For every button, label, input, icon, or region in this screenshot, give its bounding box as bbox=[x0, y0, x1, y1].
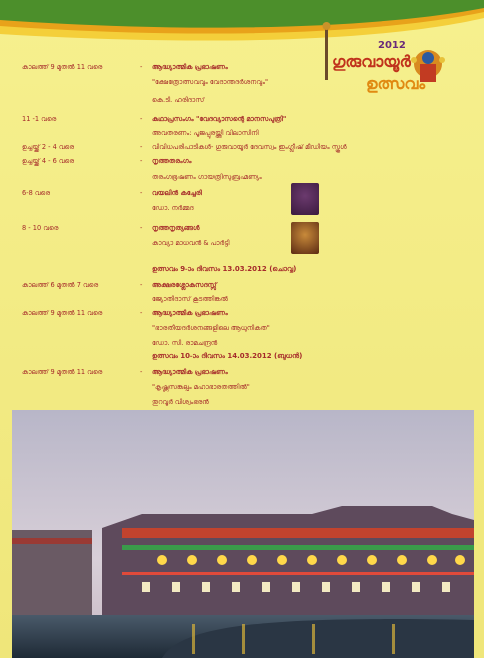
schedule-time: 6-8 വരെ bbox=[22, 189, 51, 197]
separator: - bbox=[140, 63, 143, 71]
day-heading: ഉത്സവം 10-ാം ദിവസം 14.03.2012 (ബുധൻ) bbox=[152, 352, 303, 360]
separator: - bbox=[140, 157, 143, 165]
schedule-event: ആദ്ധ്യാത്മിക പ്രഭാഷണം bbox=[152, 63, 228, 71]
schedule-detail: "ക്ഷേത്രോത്സവവും വേദാന്തദർശനവും" bbox=[152, 78, 269, 86]
schedule-time: കാലത്ത് 6 മുതൽ 7 വരെ bbox=[22, 281, 99, 289]
schedule-detail: ഡോ. സി. രാമചന്ദ്രൻ bbox=[152, 339, 218, 347]
schedule-detail: "ഭാരതീയദർശനങ്ങളിലെ ആധുനികത" bbox=[152, 324, 270, 332]
schedule-event: നൃത്തനൃത്യങ്ങൾ bbox=[152, 224, 200, 232]
schedule-detail: കെ.ടി. ഹരിദാസ് bbox=[152, 96, 205, 104]
schedule-event: അക്ഷരശ്ലോകസദസ്സ് bbox=[152, 281, 217, 289]
day-heading: ഉത്സവം 9-ാം ദിവസം 13.03.2012 (ചൊവ്വ) bbox=[152, 265, 297, 273]
logo-title-line2: ഉത്സവം bbox=[366, 74, 426, 93]
schedule-event: നൃത്തതരംഗം bbox=[152, 157, 192, 165]
schedule-event: ആദ്ധ്യാത്മിക പ്രഭാഷണം bbox=[152, 368, 228, 376]
schedule-time: കാലത്ത് 9 മുതൽ 11 വരെ bbox=[22, 309, 103, 317]
schedule-event: ആദ്ധ്യാത്മിക പ്രഭാഷണം bbox=[152, 309, 228, 317]
schedule-time: കാലത്ത് 9 മുതൽ 11 വരെ bbox=[22, 368, 103, 376]
festival-logo bbox=[318, 20, 468, 102]
schedule-detail: "കൃഷ്ണസങ്കല്പം മഹാഭാരതത്തിൽ" bbox=[152, 383, 250, 391]
schedule-detail: ജ്യോതിദാസ് കൂടത്തിങ്കൽ bbox=[152, 295, 229, 303]
schedule-time: 8 - 10 വരെ bbox=[22, 224, 59, 232]
separator: - bbox=[140, 189, 143, 197]
schedule-detail: തുറവൂർ വിശ്വംഭരൻ bbox=[152, 398, 209, 406]
schedule-time: ഉച്ചയ്ക്ക് 2 - 4 വരെ bbox=[22, 143, 75, 151]
logo-year: 2012 bbox=[378, 40, 406, 51]
separator: - bbox=[140, 309, 143, 317]
separator: - bbox=[140, 281, 143, 289]
temple-photo bbox=[12, 410, 474, 658]
separator: - bbox=[140, 368, 143, 376]
separator: - bbox=[140, 115, 143, 123]
separator: - bbox=[140, 224, 143, 232]
schedule-detail: അവതരണം: പൂജപ്പുരയ്ത്തി വിലാസിനി bbox=[152, 129, 259, 137]
performer-photo bbox=[291, 222, 319, 254]
schedule-event: വയലിൻ കച്ചേരി bbox=[152, 189, 202, 197]
schedule-event: വിവിധപരിപാടികൾ- ഗുരുവായൂർ ദേവസ്വം ഇംഗ്ലീഷ് മീഡിയം സ്കൂൾ bbox=[152, 143, 347, 151]
schedule-time: 11 -1 വരെ bbox=[22, 115, 57, 123]
schedule-detail: തരംഗഭൂഷണം ഗായത്രിസുബ്രഹ്മണ്യം bbox=[152, 173, 262, 181]
separator: - bbox=[140, 143, 143, 151]
schedule-event: കഥാപ്രസംഗം "വേദവ്യാസന്റെ മാനസപുത്രി" bbox=[152, 115, 287, 123]
logo-title-line1: ഗുരുവായൂർ bbox=[332, 52, 411, 71]
schedule-detail: ഡോ. നർമ്മദ bbox=[152, 204, 194, 212]
performer-photo bbox=[291, 183, 319, 215]
schedule-time: കാലത്ത് 9 മുതൽ 11 വരെ bbox=[22, 63, 103, 71]
schedule-time: ഉച്ചയ്ക്ക് 4 - 6 വരെ bbox=[22, 157, 75, 165]
schedule-detail: കാവ്യാ മാധവൻ & പാർട്ടി bbox=[152, 239, 230, 247]
temple-illustration bbox=[12, 410, 474, 658]
